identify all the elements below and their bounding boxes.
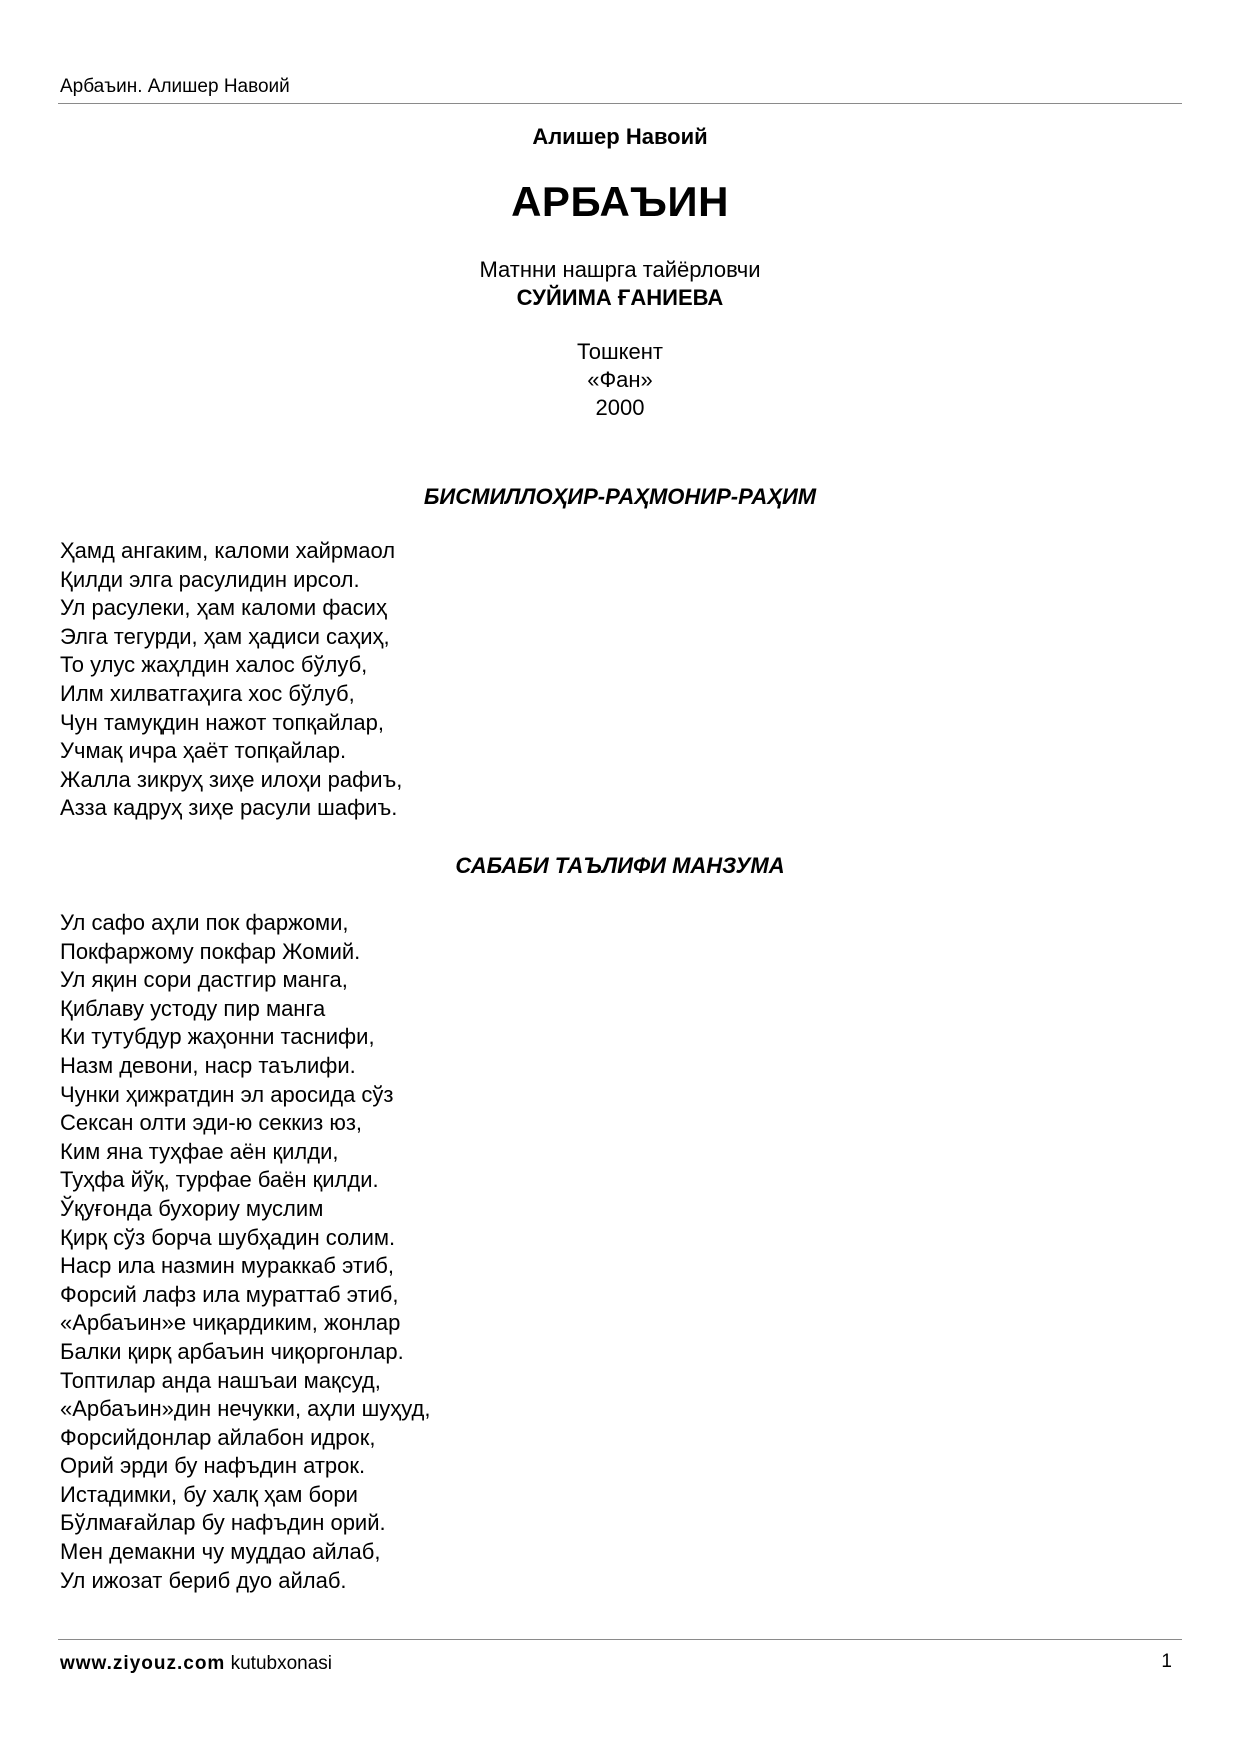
publication-year: 2000: [595, 395, 645, 420]
verse-line: Истадимки, бу халқ ҳам бори: [60, 1481, 358, 1507]
header-divider: [58, 103, 1182, 104]
section-heading: БИСМИЛЛОҲИР-РАҲМОНИР-РАҲИМ: [423, 484, 817, 509]
editor-name: СУЙИМА ҒАНИЕВА: [516, 285, 724, 310]
verse-line: Чун тамуқдин нажот топқайлар,: [60, 709, 384, 735]
verse-line: Ул яқин сори дастгир манга,: [60, 967, 348, 993]
verse-block: [60, 909, 431, 1595]
verse-line: Бўлмағайлар бу нафъдин орий.: [60, 1510, 386, 1536]
verse-line: Сексан олти эди-ю секкиз юз,: [60, 1110, 363, 1136]
publication-city: Тошкент: [577, 339, 663, 364]
publisher-name: «Фан»: [587, 367, 653, 392]
verse-line: Форсийдонлар айлабон идрок,: [60, 1424, 376, 1450]
verse-line: Назм девони, наср таълифи.: [60, 1052, 356, 1078]
verse-line: Жалла зикруҳ зиҳе илоҳи рафиъ,: [60, 766, 403, 792]
verse-line: Туҳфа йўқ, турфае баён қилди.: [60, 1167, 379, 1193]
verse-line: Учмақ ичра ҳаёт топқайлар.: [60, 738, 347, 764]
verse-line: Илм хилватгаҳига хос бўлуб,: [60, 680, 355, 706]
verse-line: Покфаржому покфар Жомий.: [60, 938, 361, 964]
verse-line: Ул ижозат бериб дуо айлаб.: [60, 1567, 347, 1593]
verse-line: Ул расулеки, ҳам каломи фасиҳ: [60, 595, 387, 621]
verse-line: Форсий лафз ила мураттаб этиб,: [60, 1281, 399, 1307]
verse-line: Ул сафо аҳли пок фаржоми,: [60, 910, 349, 935]
verse-line: Орий эрди бу нафъдин атрок.: [60, 1453, 366, 1479]
footer-site-link[interactable]: www.ziyouz.com: [60, 1653, 226, 1674]
verse-line: Азза кадруҳ зиҳе расули шафиъ.: [60, 795, 398, 821]
page-number: 1: [1161, 1651, 1172, 1672]
verse-line: Чунки ҳижратдин эл аросида сўз: [60, 1081, 394, 1107]
verse-line: «Арбаъин»е чиқардиким, жонлар: [60, 1310, 401, 1336]
verse-line: Мен демакни чу муддао айлаб,: [60, 1539, 381, 1565]
verse-block: [60, 537, 402, 823]
verse-line: Балки қирқ арбаъин чиқоргонлар.: [60, 1338, 404, 1364]
verse-line: «Арбаъин»дин нечукки, аҳли шуҳуд,: [60, 1396, 431, 1422]
verse-line: Элга тегурди, ҳам ҳадиси саҳиҳ,: [60, 623, 390, 649]
verse-line: Ўқуғонда бухориу муслим: [60, 1195, 324, 1221]
verse-line: То улус жаҳлдин халос бўлуб,: [60, 652, 368, 678]
verse-line: Наср ила назмин мураккаб этиб,: [60, 1253, 394, 1279]
author-name: Алишер Навоий: [532, 124, 708, 149]
footer-divider: [58, 1639, 1182, 1640]
verse-line: Топтилар анда нашъаи мақсуд,: [60, 1367, 381, 1393]
verse-line: Ҳамд ангаким, каломи хайрмаол: [60, 538, 396, 563]
footer-credit: [60, 1651, 332, 1677]
verse-line: Ким яна туҳфае аён қилди,: [60, 1138, 339, 1164]
verse-line: Ки тутубдур жаҳонни таснифи,: [60, 1024, 375, 1050]
section-heading: САБАБИ ТАЪЛИФИ МАНЗУМА: [455, 853, 785, 878]
editor-label: Матнни нашрга тайёрловчи: [479, 257, 761, 282]
book-title: АРБАЪИН: [511, 178, 729, 225]
verse-line: Қиблаву устоду пир манга: [60, 995, 326, 1021]
verse-line: Қирқ сўз борча шубҳадин солим.: [60, 1224, 396, 1250]
running-header: Арбаъин. Алишер Навоий: [60, 76, 290, 97]
verse-line: Қилди элга расулидин ирсол.: [60, 566, 360, 592]
footer-suffix: kutubxonasi: [230, 1653, 333, 1674]
